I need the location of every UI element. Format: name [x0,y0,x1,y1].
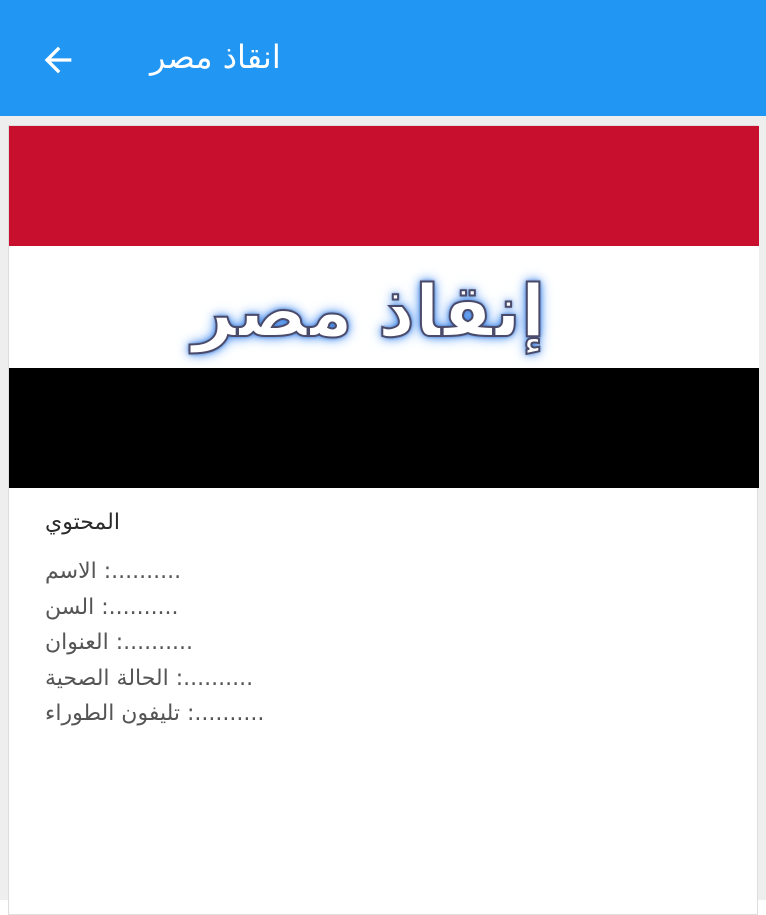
flag-black-stripe [9,368,759,488]
field-address: العنوان :.......... [45,630,194,655]
page-title: انقاذ مصر [150,38,281,76]
flag-red-stripe [9,126,759,246]
arrow-left-icon [38,40,78,80]
app-bar [0,0,766,116]
content-heading: المحتوي [45,510,120,535]
content-card [8,125,758,915]
content-area [0,116,766,900]
field-health-status: الحالة الصحية :.......... [45,665,254,691]
banner-title: إنقاذ مصر [192,269,546,353]
field-emergency-phone: تليفون الطوراء :.......... [45,701,265,726]
form-content [45,506,725,732]
field-name: الاسم :.......... [45,559,182,584]
back-button[interactable] [30,32,86,88]
field-age: السن :.......... [45,594,179,620]
egypt-flag-banner [9,126,759,488]
